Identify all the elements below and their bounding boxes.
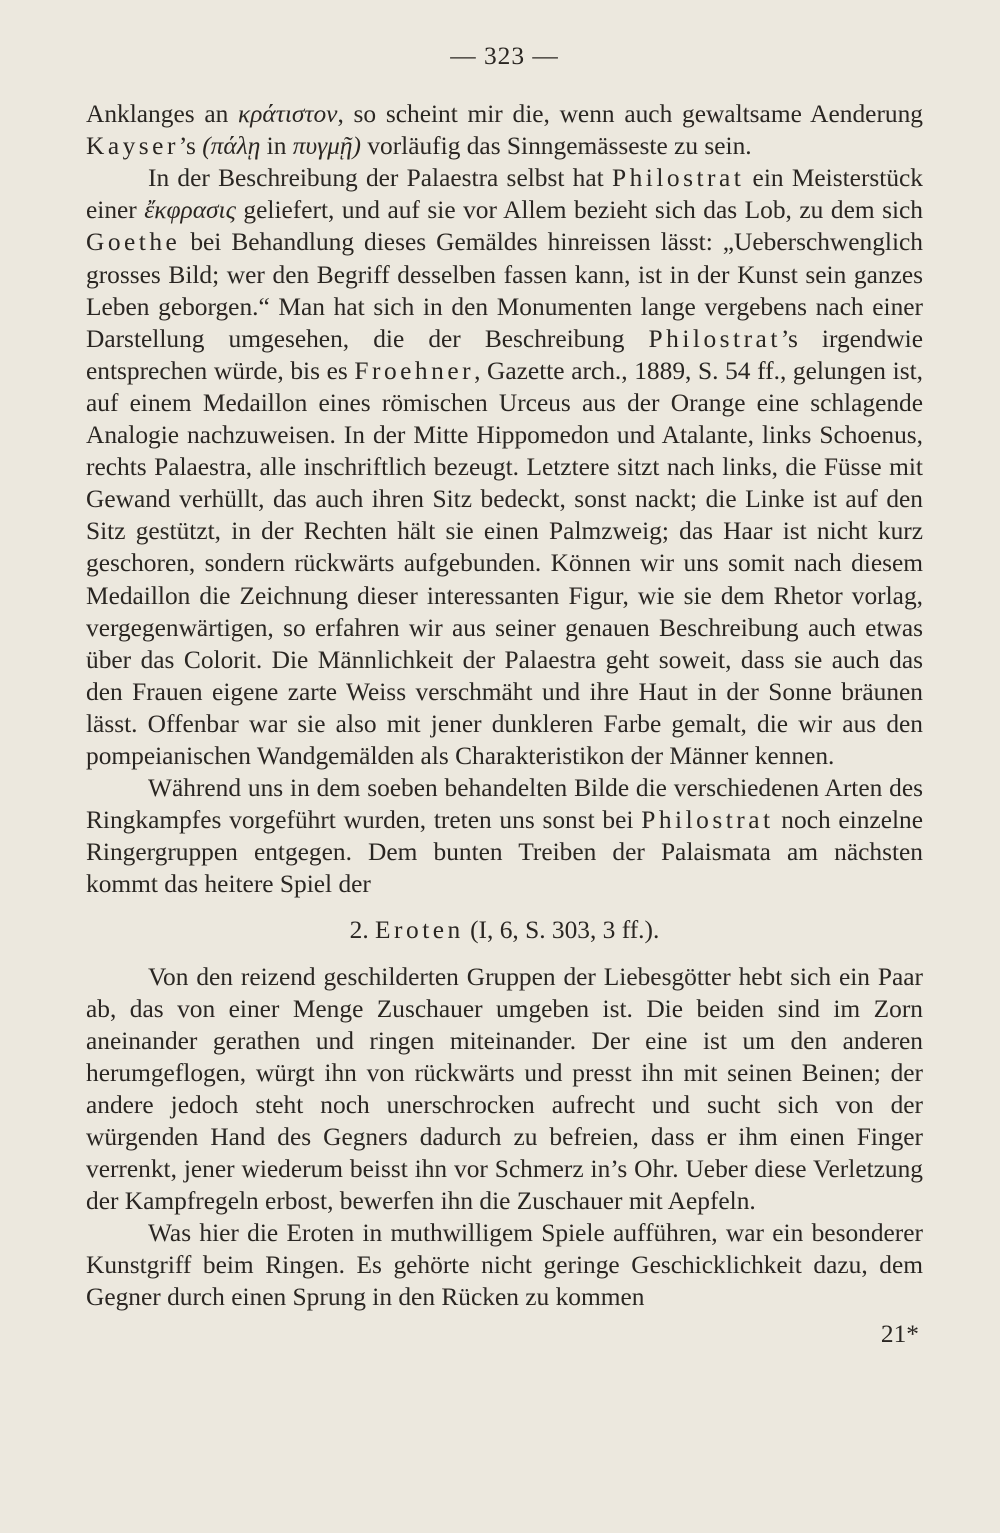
text-run: vorläufig das Sinngemässeste zu sein. (360, 132, 752, 161)
spaced-name: Eroten (375, 916, 464, 945)
text-run: geliefert, und auf sie vor Allem bezieht sich das Lob, zu dem sich (235, 196, 923, 225)
paragraph (86, 98, 923, 162)
text-run: Während uns in dem soeben behandelten Bilde die verschiedenen Arten des Ringkampfes vorgeführt wurden, treten uns sonst bei (86, 774, 923, 835)
text-run: 2. (349, 916, 376, 945)
paragraph (86, 1217, 923, 1313)
paragraph (86, 162, 923, 772)
signature-mark: 21* (880, 1319, 919, 1348)
text-run: in (260, 132, 293, 161)
spaced-name: Goethe (86, 228, 181, 257)
text-run: Was hier die Eroten in muthwilligem Spiele aufführen, war ein besonderer Kunstgriff beim Ringen. Es gehörte nicht geringe Geschicklichkeit dazu, dem Gegner durch einen Sprung in den Rücken zu kommen (86, 1219, 923, 1312)
text-run: ein Meisterstück einer (86, 164, 923, 225)
page-number: — 323 — (450, 42, 559, 70)
text-run: bei Behandlung dieses Gemäldes hinreissen lässt: „Ueberschwenglich grosses Bild; wer den Begriff desselben fassen kann, ist in der Kunst sein ganzes Leben geborgen.“ Man hat sich in den Monumenten lange vergebens nach einer Darstellung umgesehen, die der Beschreibung (86, 228, 923, 353)
text-run: Anklanges an (86, 100, 239, 129)
text-run: Von den reizend geschilderten Gruppen der Liebesgötter hebt sich ein Paar ab, das von einer Menge Zuschauer umgeben ist. Die beiden sind im Zorn aneinander gerathen und ringen miteinander. Der eine ist um den anderen herumgeflogen, würgt ihn von rückwärts und presst ihn mit seinen Beinen; der andere jedoch steht noch unerschrocken aufrecht und sucht sich von der würgenden Hand des Gegners dadurch zu befreien, dass er ihm einen Finger verrenkt, jener wiederum beisst ihn vor Schmerz in’s Ohr. Ueber diese Verletzung der Kampfregeln erbost, bewerfen ihn die Zuschauer mit Aepfeln. (86, 962, 923, 1216)
text-run: (I, 6, S. 303, 3 ff.). (463, 916, 660, 945)
spaced-name: Philostrat (611, 164, 745, 193)
greek-term: ἔκφρασις (144, 196, 236, 225)
section-heading (86, 914, 923, 946)
spaced-name: Philostrat (648, 324, 781, 353)
spaced-name: Philostrat (641, 806, 774, 835)
greek-term: κράτιστον (238, 100, 338, 129)
paragraph (86, 961, 923, 1218)
text-run: , Gazette arch., 1889, S. 54 ff., gelungen ist, auf einem Medaillon eines römischen Urceus aus der Orange eine schlagende Analogie nachzuweisen. In der Mitte Hippomedon und Atalante, links Schoenus, rechts Palaestra, alle inschriftlich bezeugt. Letztere sitzt nach links, die Füsse mit Gewand verhüllt, das auch ihren Sitz bedeckt, sonst nackt; die Linke ist auf den Sitz gestützt, in der Rechten hält sie einen Palmzweig; das Haar ist nicht kurz geschoren, sondern rückwärts aufgebunden. Können wir uns somit nach diesem Medaillon die Zeichnung dieser interessanten Figur, wie sie dem Rhetor vorlag, vergegenwärtigen, so erfahren wir aus seiner genauen Beschreibung auch etwas über das Colorit. Die Männlichkeit der Palaestra geht soweit, dass sie auch das den Frauen eigene zarte Weiss verschmäht und ihre Haut in der Sonne bräunen lässt. Offenbar war sie also mit jener dunkleren Farbe gemalt, die wir aus den pompeianischen Wandgemälden als Charakteristikon der Männer kennen. (86, 356, 923, 770)
text-run: ’s (178, 132, 203, 161)
paragraph (86, 772, 923, 900)
greek-term: πυγμῇ) (292, 132, 361, 161)
spaced-name: Froehner (354, 356, 475, 385)
text-run: In der Beschreibung der Palaestra selbst hat (148, 164, 612, 193)
text-run: noch einzelne Ringergruppen entgegen. Dem bunten Treiben der Palaismata am nächsten kommt das heitere Spiel der (86, 806, 923, 899)
text-run: , so scheint mir die, wenn auch gewaltsame Aenderung (337, 100, 923, 129)
spaced-name: Kayser (86, 132, 179, 161)
greek-term: (πάλῃ (202, 132, 261, 161)
text-run: ’s irgendwie entsprechen würde, bis es (86, 324, 923, 385)
